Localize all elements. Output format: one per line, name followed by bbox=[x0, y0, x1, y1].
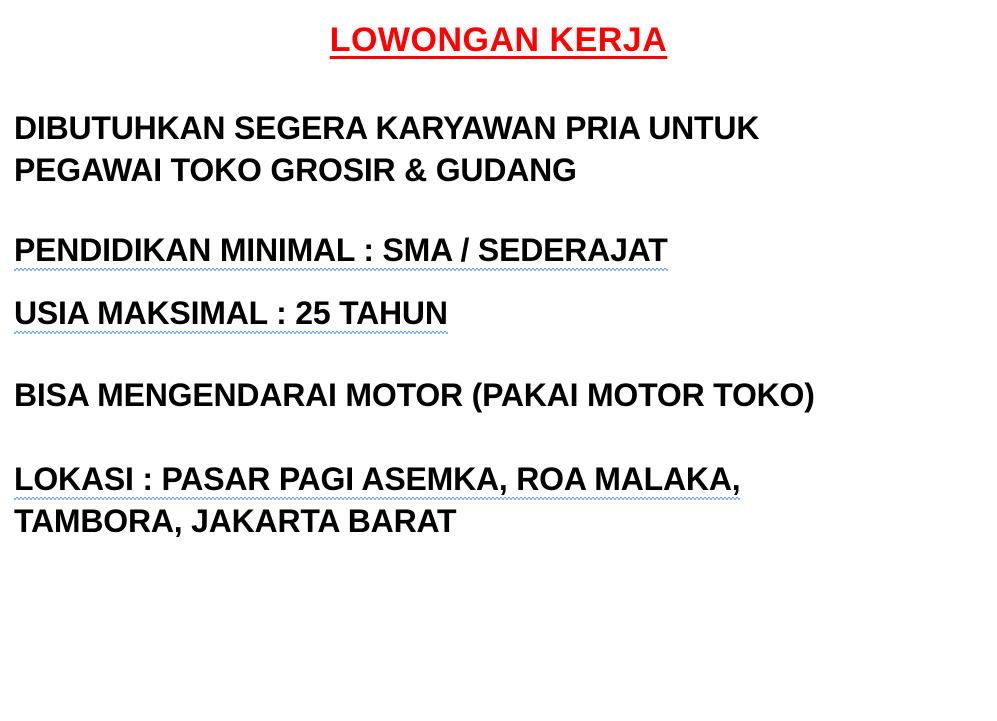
location-line-2: TAMBORA, JAKARTA BARAT bbox=[14, 503, 457, 540]
paragraph-education-requirement bbox=[14, 229, 983, 271]
page-title: LOWONGAN KERJA bbox=[329, 21, 668, 59]
paragraph-motorcycle-requirement bbox=[14, 374, 983, 416]
paragraph-job-description bbox=[14, 107, 983, 191]
paragraph-location bbox=[14, 458, 983, 542]
motorcycle-requirement-line-1: BISA MENGENDARAI MOTOR (PAKAI MOTOR TOKO) bbox=[14, 376, 815, 413]
paragraph-age-requirement bbox=[14, 292, 983, 334]
document-page bbox=[0, 20, 997, 721]
age-requirement-line-1: USIA MAKSIMAL : 25 TAHUN bbox=[14, 295, 448, 334]
document-body bbox=[0, 107, 997, 543]
education-requirement-line-1: PENDIDIKAN MINIMAL : SMA / SEDERAJAT bbox=[14, 232, 668, 271]
location-line-1: LOKASI : PASAR PAGI ASEMKA, ROA MALAKA, bbox=[14, 461, 740, 500]
job-description-line-1: DIBUTUHKAN SEGERA KARYAWAN PRIA UNTUK bbox=[14, 109, 760, 146]
job-description-line-2: PEGAWAI TOKO GROSIR & GUDANG bbox=[14, 152, 577, 189]
